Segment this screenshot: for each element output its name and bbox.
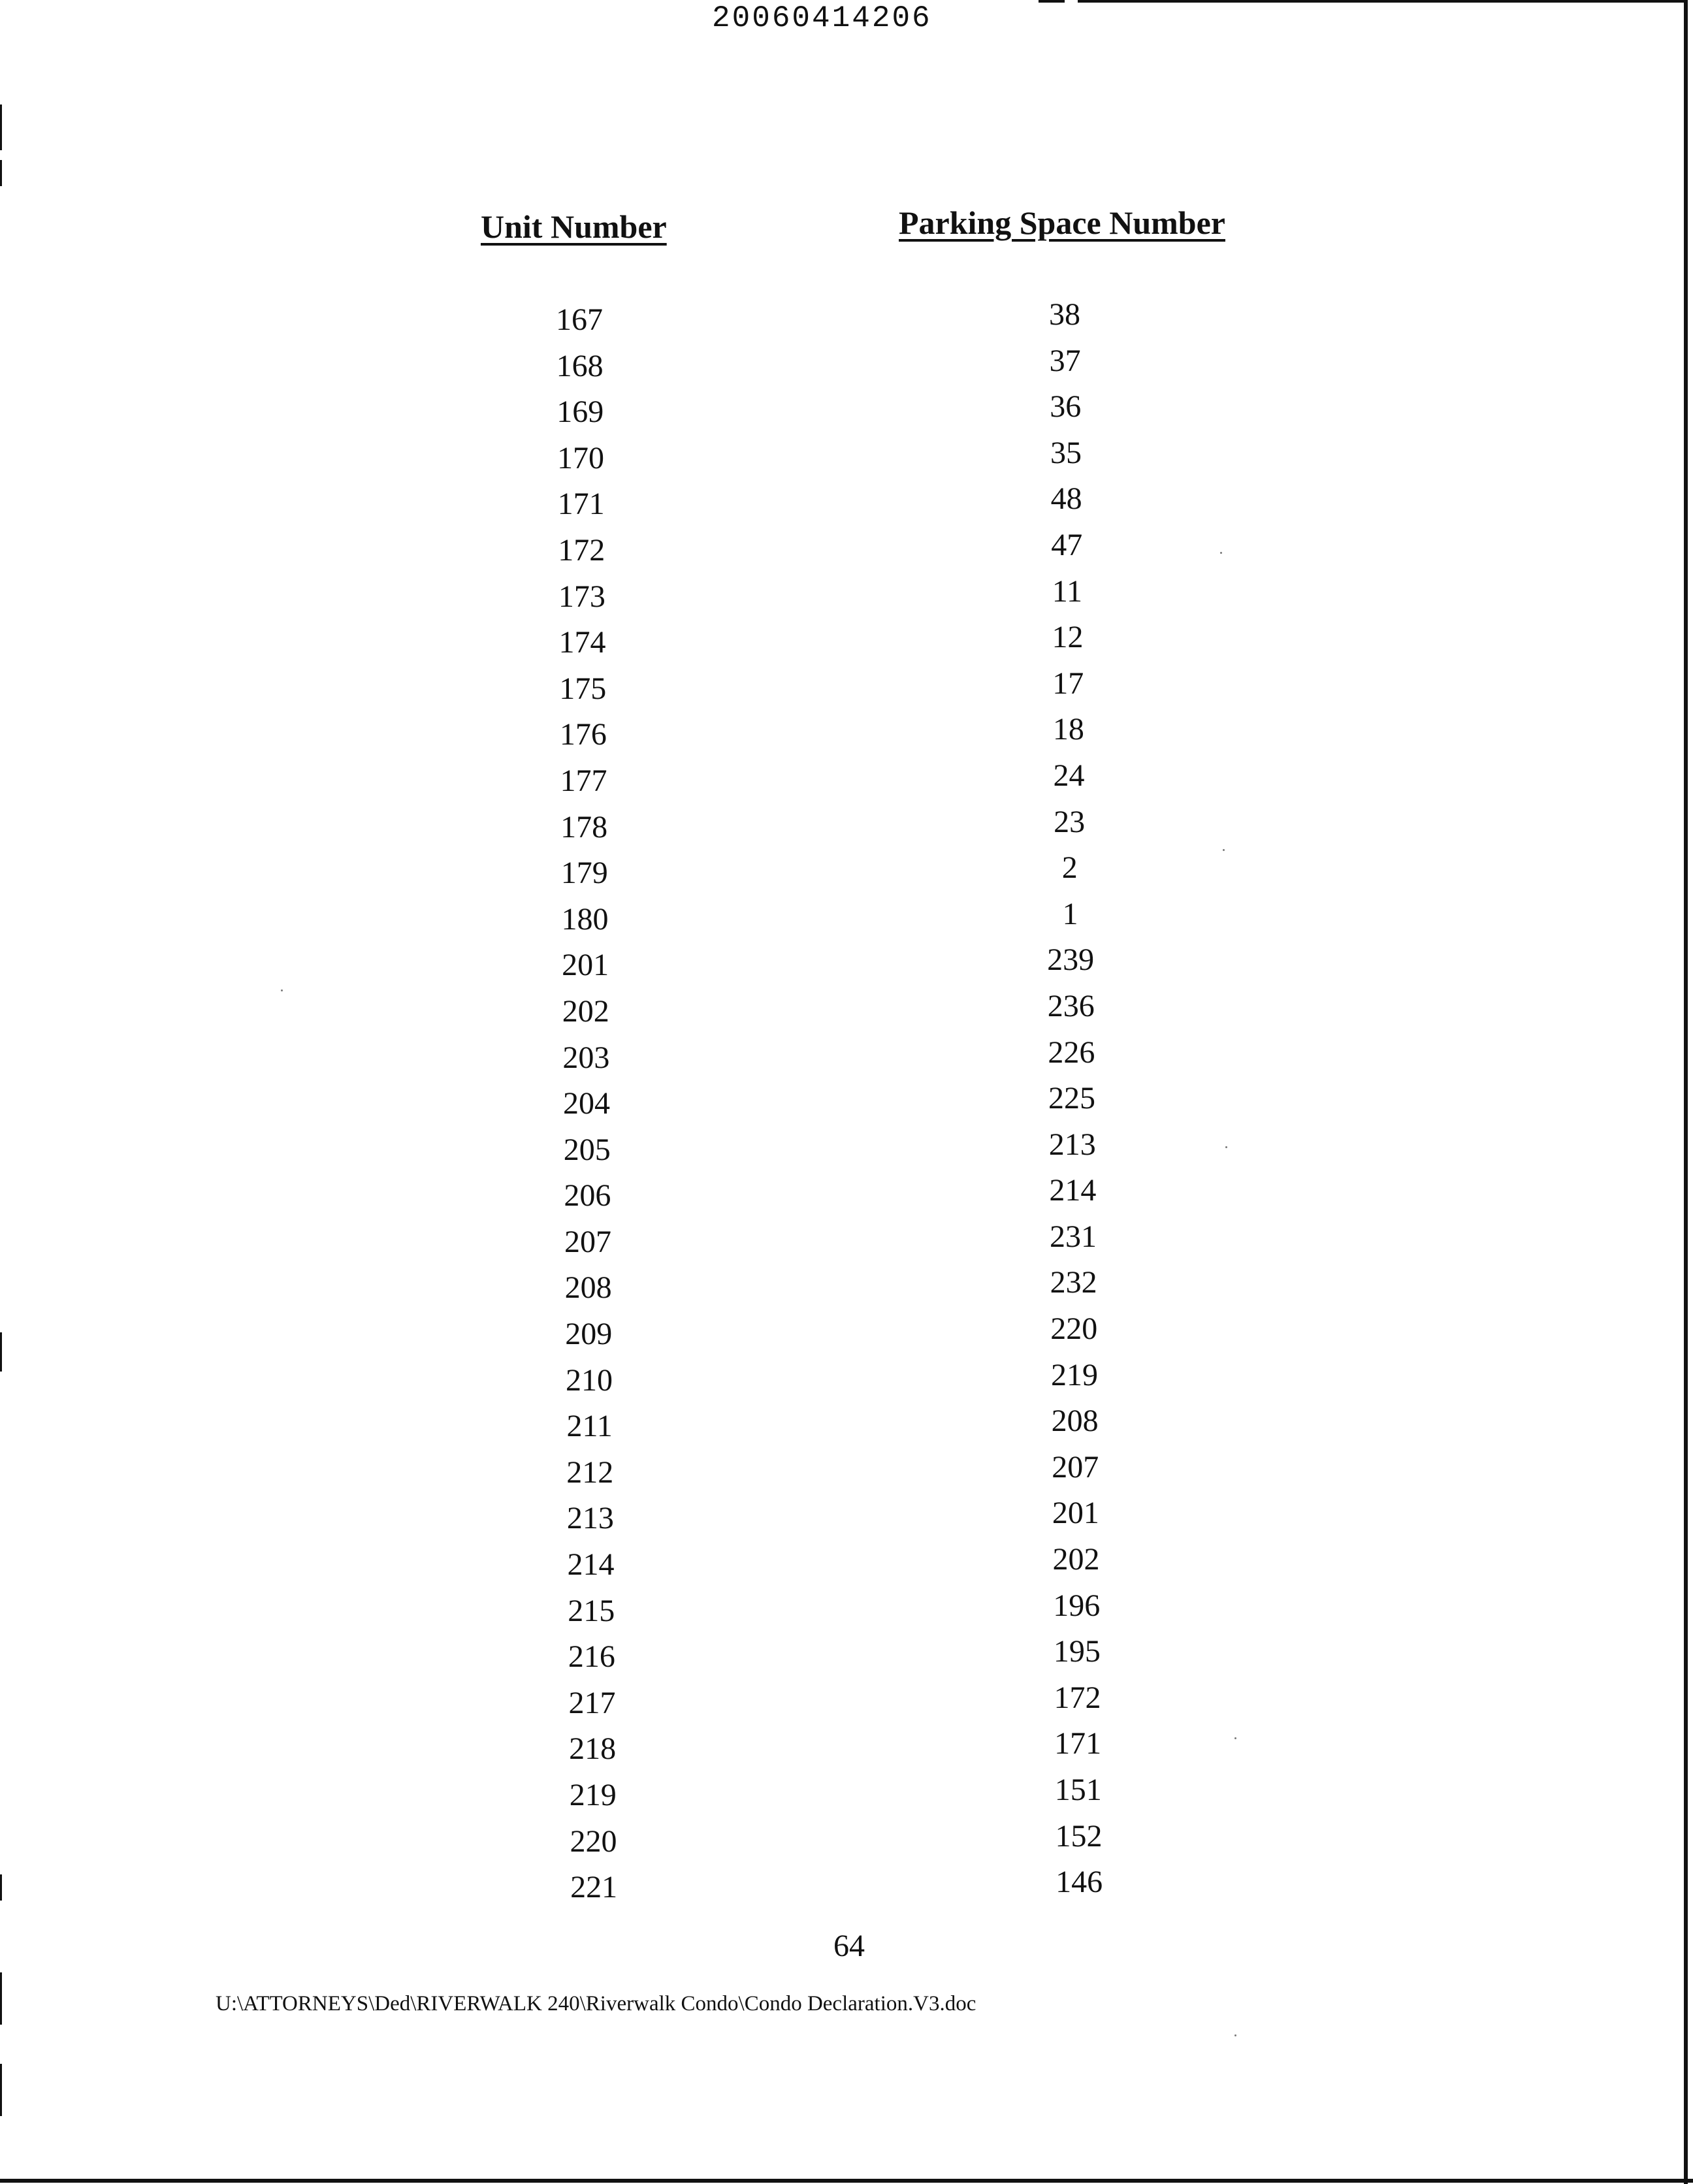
scan-left-mark (0, 160, 2, 186)
unit-number-cell: 203 (562, 1040, 610, 1075)
parking-space-number-cell: 171 (1054, 1726, 1102, 1761)
parking-space-number-cell: 213 (1048, 1127, 1096, 1162)
table-row (0, 712, 1693, 758)
parking-space-number-cell: 12 (1052, 620, 1084, 655)
document-number: 20060414206 (712, 1, 932, 35)
parking-space-number-cell: 220 (1050, 1311, 1098, 1347)
parking-space-number-cell: 226 (1048, 1035, 1095, 1070)
parking-space-number-cell: 172 (1054, 1680, 1101, 1715)
parking-space-number-cell: 2 (1061, 850, 1078, 886)
unit-number-cell: 218 (569, 1731, 617, 1767)
unit-number-cell: 220 (570, 1823, 617, 1859)
parking-space-number-cell: 18 (1052, 712, 1084, 747)
unit-number-cell: 209 (565, 1317, 613, 1352)
table-row (0, 758, 1693, 805)
table-row (0, 989, 1693, 1035)
table-row (0, 1173, 1693, 1219)
unit-number-cell: 201 (562, 948, 609, 983)
parking-space-number-cell: 195 (1053, 1634, 1101, 1669)
parking-space-number-cell: 24 (1053, 758, 1085, 793)
table-row (0, 1358, 1693, 1404)
table-row (0, 1865, 1693, 1911)
parking-space-number-cell: 35 (1050, 435, 1082, 470)
table-row (0, 574, 1693, 620)
table-row (0, 1588, 1693, 1635)
unit-number-cell: 207 (564, 1224, 611, 1259)
scan-border-top (1078, 0, 1685, 3)
unit-number-cell: 179 (560, 856, 608, 891)
unit-number-cell: 180 (561, 901, 609, 937)
table-row (0, 805, 1693, 851)
table-row (0, 1127, 1693, 1174)
parking-space-number-cell: 36 (1050, 389, 1082, 425)
unit-number-cell: 208 (564, 1270, 612, 1306)
parking-space-number-cell: 236 (1047, 988, 1095, 1023)
table-row (0, 666, 1693, 713)
unit-number-cell: 206 (564, 1178, 611, 1213)
parking-space-number-cell: 1 (1062, 896, 1078, 931)
unit-number-cell: 204 (563, 1086, 611, 1121)
table-row (0, 344, 1693, 390)
unit-number-cell: 172 (558, 532, 605, 568)
parking-space-number-cell: 214 (1049, 1173, 1097, 1208)
unit-number-cell: 173 (558, 579, 605, 614)
table-row (0, 436, 1693, 482)
table-row (0, 850, 1693, 897)
parking-space-number-cell: 17 (1052, 666, 1084, 701)
unit-number-cell: 174 (558, 625, 606, 660)
parking-space-number-cell: 196 (1053, 1588, 1101, 1623)
unit-number-cell: 214 (567, 1547, 615, 1582)
unit-number-cell: 178 (560, 809, 608, 844)
parking-space-number-cell: 152 (1055, 1818, 1103, 1854)
unit-number-cell: 211 (566, 1409, 613, 1444)
table-row (0, 1035, 1693, 1082)
unit-number-cell: 176 (559, 717, 607, 752)
table-row (0, 1819, 1693, 1865)
unit-number-cell: 170 (556, 440, 604, 475)
unit-number-cell: 177 (560, 763, 607, 798)
unit-number-cell: 216 (568, 1639, 615, 1675)
parking-space-number-cell: 47 (1051, 527, 1083, 562)
table-row (0, 1404, 1693, 1450)
unit-number-cell: 168 (556, 348, 604, 383)
scan-left-mark (0, 2064, 2, 2116)
parking-space-number-cell: 38 (1049, 297, 1080, 332)
unit-number-cell: 215 (568, 1593, 615, 1628)
table-row (0, 1265, 1693, 1311)
scan-border-top-short (1039, 0, 1065, 3)
unit-number-cell: 205 (563, 1132, 611, 1167)
parking-space-number-cell: 207 (1052, 1449, 1099, 1485)
table-row (0, 1680, 1693, 1727)
table-row (0, 1773, 1693, 1819)
unit-number-cell: 221 (570, 1870, 618, 1905)
table-row (0, 389, 1693, 436)
unit-number-cell: 219 (569, 1778, 617, 1812)
parking-space-number-cell: 208 (1051, 1404, 1099, 1439)
parking-assignment-table (0, 297, 1693, 1911)
table-row (0, 1219, 1693, 1266)
table-row (0, 1081, 1693, 1127)
table-row (0, 1450, 1693, 1496)
parking-space-number-cell: 146 (1056, 1865, 1103, 1900)
parking-space-number-cell: 232 (1050, 1265, 1097, 1300)
parking-space-number-cell: 201 (1052, 1496, 1099, 1531)
unit-number-cell: 213 (566, 1501, 614, 1536)
unit-number-cell: 171 (557, 487, 605, 522)
parking-space-number-cell: 151 (1054, 1773, 1102, 1807)
parking-space-number-cell: 11 (1052, 573, 1082, 609)
table-row (0, 1311, 1693, 1358)
table-row (0, 1634, 1693, 1680)
parking-space-number-cell: 202 (1052, 1542, 1100, 1577)
file-path-footer: U:\ATTORNEYS\Ded\RIVERWALK 240\Riverwalk Condo\Condo Declaration.V3.doc (216, 1992, 976, 2015)
table-row (0, 1726, 1693, 1773)
parking-space-number-cell: 239 (1047, 942, 1095, 978)
unit-number-cell: 169 (556, 394, 604, 430)
parking-space-number-cell: 37 (1049, 343, 1081, 378)
parking-space-number-cell: 219 (1050, 1357, 1098, 1392)
table-row (0, 297, 1693, 344)
unit-number-header: Unit Number (481, 208, 667, 245)
scan-border-bottom (0, 2179, 1693, 2183)
page-number: 64 (833, 1929, 865, 1963)
parking-space-number-cell: 231 (1050, 1219, 1097, 1254)
scan-speck (1234, 2034, 1236, 2036)
unit-number-cell: 210 (565, 1362, 613, 1398)
scan-left-mark (0, 1972, 2, 2025)
unit-number-cell: 202 (562, 993, 609, 1029)
table-row (0, 942, 1693, 989)
parking-space-number-cell: 23 (1054, 804, 1086, 839)
table-row (0, 1496, 1693, 1542)
scan-left-mark (0, 104, 2, 150)
table-row (0, 481, 1693, 528)
unit-number-cell: 212 (566, 1454, 614, 1490)
parking-space-number-cell: 48 (1050, 481, 1082, 517)
unit-number-cell: 175 (559, 671, 607, 706)
parking-space-number-cell: 225 (1048, 1081, 1096, 1116)
unit-number-cell: 217 (568, 1685, 616, 1720)
parking-space-number-header: Parking Space Number (899, 204, 1225, 241)
table-row (0, 897, 1693, 943)
table-row (0, 1542, 1693, 1588)
table-row (0, 620, 1693, 666)
table-row (0, 528, 1693, 574)
unit-number-cell: 167 (556, 302, 603, 337)
